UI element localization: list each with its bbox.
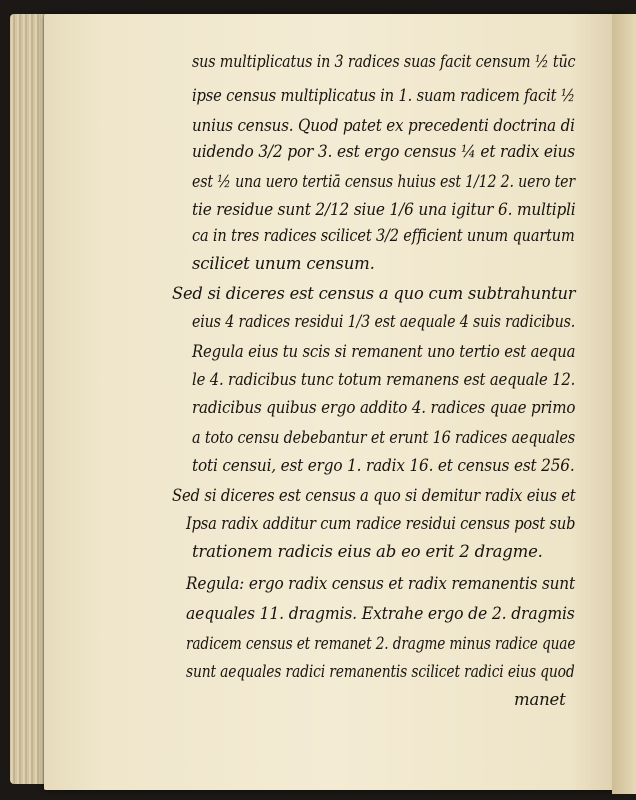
- text-line-7: ca in tres radices scilicet 3/2 efficient unum quartum: [192, 226, 575, 245]
- text-line-10: eius 4 radices residui 1/3 est aequale 4 suis radicibus.: [192, 312, 576, 331]
- text-line-13: radicibus quibus ergo addito 4. radices quae primo: [192, 398, 576, 417]
- text-line-5: est ½ una uero tertiā census huius est 1/12 2. uero ter: [192, 172, 575, 191]
- catchword: manet: [514, 690, 566, 709]
- text-line-15: toti censui, est ergo 1. radix 16. et census est 256.: [192, 456, 575, 475]
- text-line-9: Sed si diceres est census a quo cum subtrahuntur: [172, 284, 576, 303]
- text-line-1: sus multiplicatus in 3 radices suas facit censum ½ tūc: [192, 52, 576, 71]
- text-line-3: unius census. Quod patet ex precedenti doctrina di: [192, 116, 575, 135]
- text-line-4: uidendo 3/2 por 3. est ergo census ¼ et radix eius: [192, 142, 576, 161]
- text-line-21: radicem census et remanet 2. dragme minus radice quae: [186, 634, 576, 653]
- text-line-14: a toto censu debebantur et erunt 16 radices aequales: [192, 428, 575, 447]
- text-line-11: Regula eius tu scis si remanent uno tertio est aequa: [192, 342, 576, 361]
- text-line-20: aequales 11. dragmis. Extrahe ergo de 2. dragmis: [186, 604, 575, 623]
- text-line-16: Sed si diceres est census a quo si demitur radix eius et: [172, 486, 576, 505]
- text-line-17: Ipsa radix additur cum radice residui census post sub: [186, 514, 576, 533]
- text-line-2: ipse census multiplicatus in 1. suam radicem facit ½: [192, 86, 575, 105]
- text-line-22: sunt aequales radici remanentis scilicet radici eius quod: [186, 662, 575, 681]
- text-line-6: tie residue sunt 2/12 siue 1/6 una igitur 6. multipli: [192, 200, 576, 219]
- text-line-12: le 4. radicibus tunc totum remanens est aequale 12.: [192, 370, 576, 389]
- text-line-18: trationem radicis eius ab eo erit 2 dragme.: [192, 542, 543, 561]
- text-line-19: Regula: ergo radix census et radix remanentis sunt: [186, 574, 575, 593]
- text-line-8: scilicet unum censum.: [192, 254, 375, 273]
